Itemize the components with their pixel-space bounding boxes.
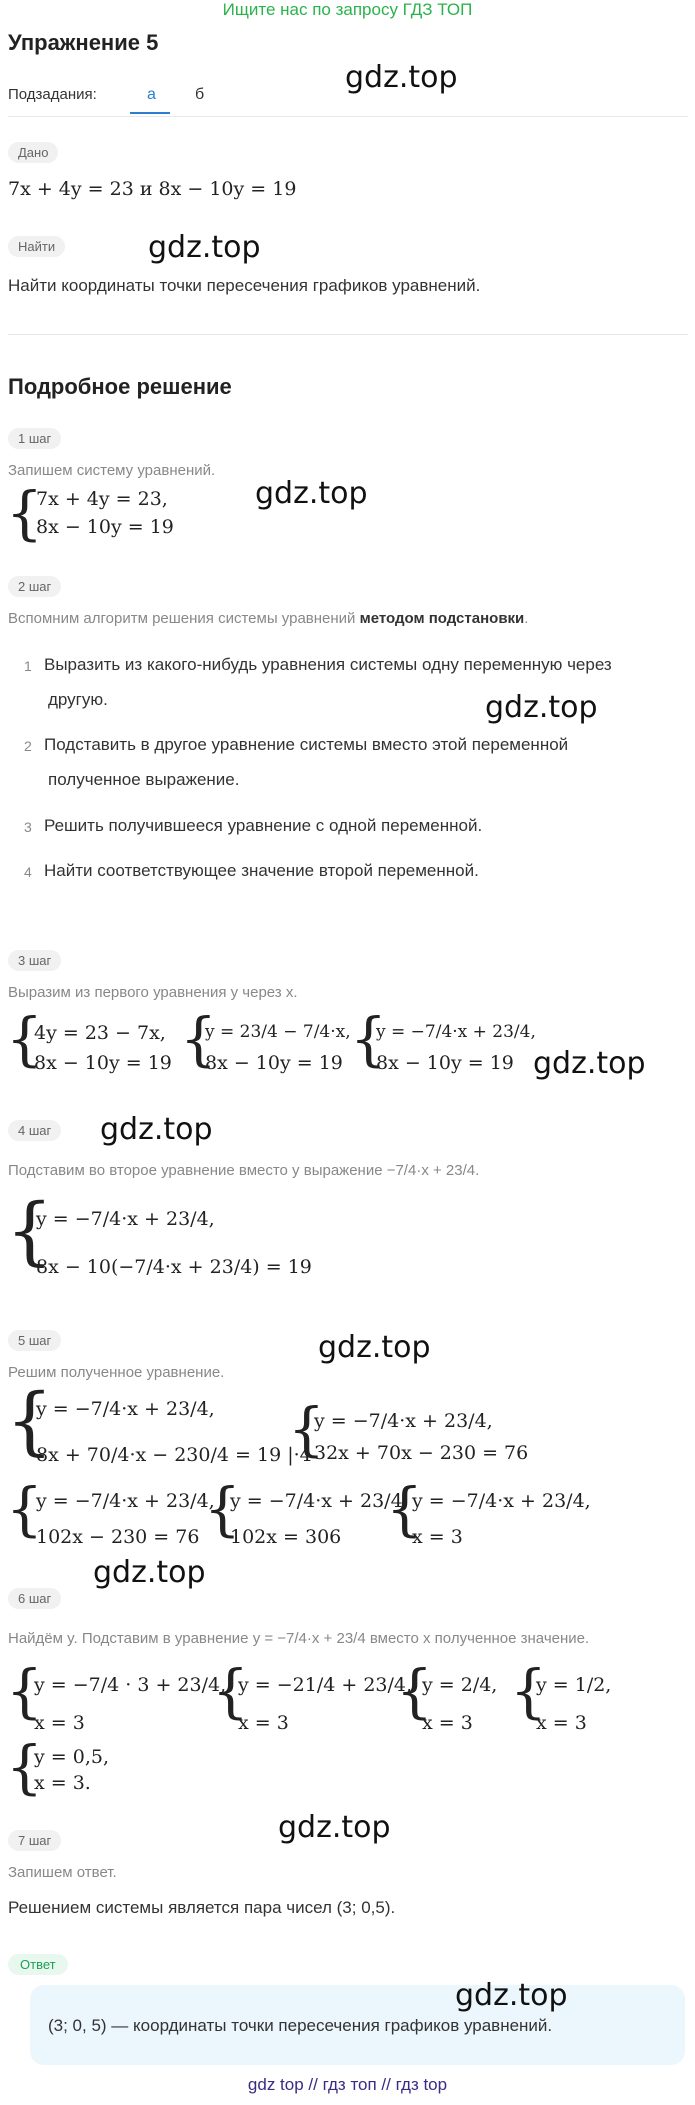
step-2-pill: 2 шаг: [8, 576, 61, 597]
step-6-hint: Найдём y. Подставим в уравнение y = −7/4·x + 23/4 вместо x полученное значение.: [8, 1630, 590, 1647]
step-6-sys4-eq1: y = 1/2,: [536, 1674, 612, 1696]
step-7-hint: Запишем ответ.: [8, 1864, 117, 1881]
watermark: gdz.top: [278, 1810, 391, 1845]
step-6-sys2-eq1: y = −21/4 + 23/4,: [238, 1674, 413, 1696]
step-5-pill: 5 шаг: [8, 1330, 61, 1351]
step-5-sys4-eq1: y = −7/4·x + 23/4,: [230, 1490, 409, 1512]
system-brace: {: [6, 1475, 43, 1543]
watermark: gdz.top: [485, 690, 598, 725]
system-brace: {: [6, 1733, 43, 1801]
step-6-sys1-eq1: y = −7/4 · 3 + 23/4,: [34, 1674, 227, 1696]
algorithm-item-number: 2: [24, 738, 32, 754]
watermark: gdz.top: [345, 60, 458, 95]
step-3-sys3-eq1: y = −7/4·x + 23/4,: [376, 1022, 536, 1042]
step-4-eq2: 8x − 10(−7/4·x + 23/4) = 19: [36, 1256, 312, 1278]
algorithm-item-1-line1: Выразить из какого-нибудь уравнения системы одну переменную через: [44, 655, 612, 674]
step-3-sys2-eq2: 8x − 10y = 19: [205, 1052, 343, 1074]
step-6-sys3-eq2: x = 3: [422, 1712, 473, 1734]
find-text: Найти координаты точки пересечения графиков уравнений.: [8, 276, 481, 295]
algorithm-item-2-line1: Подставить в другое уравнение системы вместо этой переменной: [44, 735, 569, 754]
step-3-sys2-eq1: y = 23/4 − 7/4·x,: [205, 1022, 351, 1042]
watermark: gdz.top: [533, 1046, 646, 1081]
system-brace: {: [288, 1395, 325, 1463]
given-equations: 7x + 4y = 23 и 8x − 10y = 19: [8, 178, 297, 200]
step-6-pill: 6 шаг: [8, 1588, 61, 1609]
step-2-hint-prefix: Вспомним алгоритм решения системы уравнений: [8, 610, 356, 627]
step-4-eq1: y = −7/4·x + 23/4,: [36, 1208, 215, 1230]
system-brace: {: [386, 1475, 423, 1543]
algorithm-item-1-line2: другую.: [48, 690, 108, 709]
algorithm-item-number: 4: [24, 864, 32, 880]
step-6-sys2-eq2: x = 3: [238, 1712, 289, 1734]
step-3-pill: 3 шаг: [8, 950, 61, 971]
step-5-sys5-eq1: y = −7/4·x + 23/4,: [412, 1490, 591, 1512]
step-5-hint: Решим полученное уравнение.: [8, 1364, 225, 1381]
step-3-sys1-eq2: 8x − 10y = 19: [34, 1052, 172, 1074]
system-brace: {: [6, 479, 43, 547]
watermark: gdz.top: [318, 1330, 431, 1365]
given-pill: Дано: [8, 142, 58, 163]
step-2-hint: [8, 610, 528, 627]
divider: [8, 116, 688, 117]
system-brace: {: [350, 1005, 387, 1073]
active-tab-indicator: [130, 112, 170, 114]
step-2-hint-bold: методом подстановки: [359, 610, 525, 627]
step-6-sys1-eq2: x = 3: [34, 1712, 85, 1734]
watermark: gdz.top: [255, 476, 368, 511]
step-5-sys1-eq1: y = −7/4·x + 23/4,: [36, 1398, 215, 1420]
step-1-eq1: 7x + 4y = 23,: [36, 488, 168, 510]
watermark: gdz.top: [455, 1978, 568, 2013]
algorithm-item-2-line2: полученное выражение.: [48, 770, 240, 789]
find-pill: Найти: [8, 236, 65, 257]
system-brace: {: [6, 1657, 43, 1725]
algorithm-item-number: 3: [24, 819, 32, 835]
system-brace: {: [6, 1188, 54, 1274]
step-5-sys2-eq1: y = −7/4·x + 23/4,: [314, 1410, 493, 1432]
step-1-hint: Запишем систему уравнений.: [8, 462, 216, 479]
step-4-hint: Подставим во второе уравнение вместо y выражение −7/4·x + 23/4.: [8, 1162, 480, 1179]
system-brace: {: [6, 1005, 43, 1073]
watermark: gdz.top: [100, 1112, 213, 1147]
tab-subtask-a[interactable]: а: [147, 86, 156, 103]
tab-subtask-b[interactable]: б: [195, 86, 205, 103]
step-6-sys3-eq1: y = 2/4,: [422, 1674, 498, 1696]
system-brace: {: [180, 1005, 217, 1073]
footer-links[interactable]: gdz top // гдз топ // гдз top: [247, 2075, 448, 2094]
step-6-sys5-eq1: y = 0,5,: [34, 1746, 109, 1768]
step-6-sys4-eq2: x = 3: [536, 1712, 587, 1734]
system-brace: {: [396, 1657, 433, 1725]
step-7-text: Решением системы является пара чисел (3; 0,5).: [8, 1898, 396, 1917]
subtasks-label: Подзадания:: [8, 86, 97, 103]
page-title: Упражнение 5: [8, 30, 159, 55]
top-banner: Ищите нас по запросу ГДЗ ТОП: [222, 0, 473, 19]
step-7-pill: 7 шаг: [8, 1830, 61, 1851]
step-3-hint: Выразим из первого уравнения y через x.: [8, 984, 298, 1001]
step-1-eq2: 8x − 10y = 19: [36, 516, 174, 538]
step-3-sys3-eq2: 8x − 10y = 19: [376, 1052, 514, 1074]
system-brace: {: [510, 1657, 547, 1725]
step-2-hint-suffix: .: [524, 610, 529, 627]
watermark: gdz.top: [148, 230, 261, 265]
system-brace: {: [212, 1657, 249, 1725]
step-4-pill: 4 шаг: [8, 1120, 61, 1141]
divider: [8, 334, 688, 335]
algorithm-item-3: Решить получившееся уравнение с одной переменной.: [44, 816, 483, 835]
watermark: gdz.top: [93, 1555, 206, 1590]
system-brace: {: [6, 1378, 54, 1464]
step-5-sys4-eq2: 102x = 306: [230, 1526, 342, 1548]
algorithm-item-4: Найти соответствующее значение второй переменной.: [44, 861, 479, 880]
step-5-sys3-eq1: y = −7/4·x + 23/4,: [36, 1490, 215, 1512]
step-5-sys3-eq2: 102x − 230 = 76: [36, 1526, 200, 1548]
algorithm-item-number: 1: [24, 658, 32, 674]
step-6-sys5-eq2: x = 3.: [34, 1772, 91, 1794]
system-brace: {: [204, 1475, 241, 1543]
step-1-pill: 1 шаг: [8, 428, 61, 449]
answer-pill: Ответ: [8, 1954, 68, 1975]
step-5-sys2-eq2: 32x + 70x − 230 = 76: [314, 1442, 529, 1464]
solution-title: Подробное решение: [8, 374, 232, 399]
step-3-sys1-eq1: 4y = 23 − 7x,: [34, 1022, 166, 1044]
step-5-sys5-eq2: x = 3: [412, 1526, 463, 1548]
answer-text: (3; 0, 5) — координаты точки пересечения графиков уравнений.: [48, 2016, 553, 2035]
step-5-sys1-eq2: 8x + 70/4·x − 230/4 = 19 |·4: [36, 1444, 312, 1466]
